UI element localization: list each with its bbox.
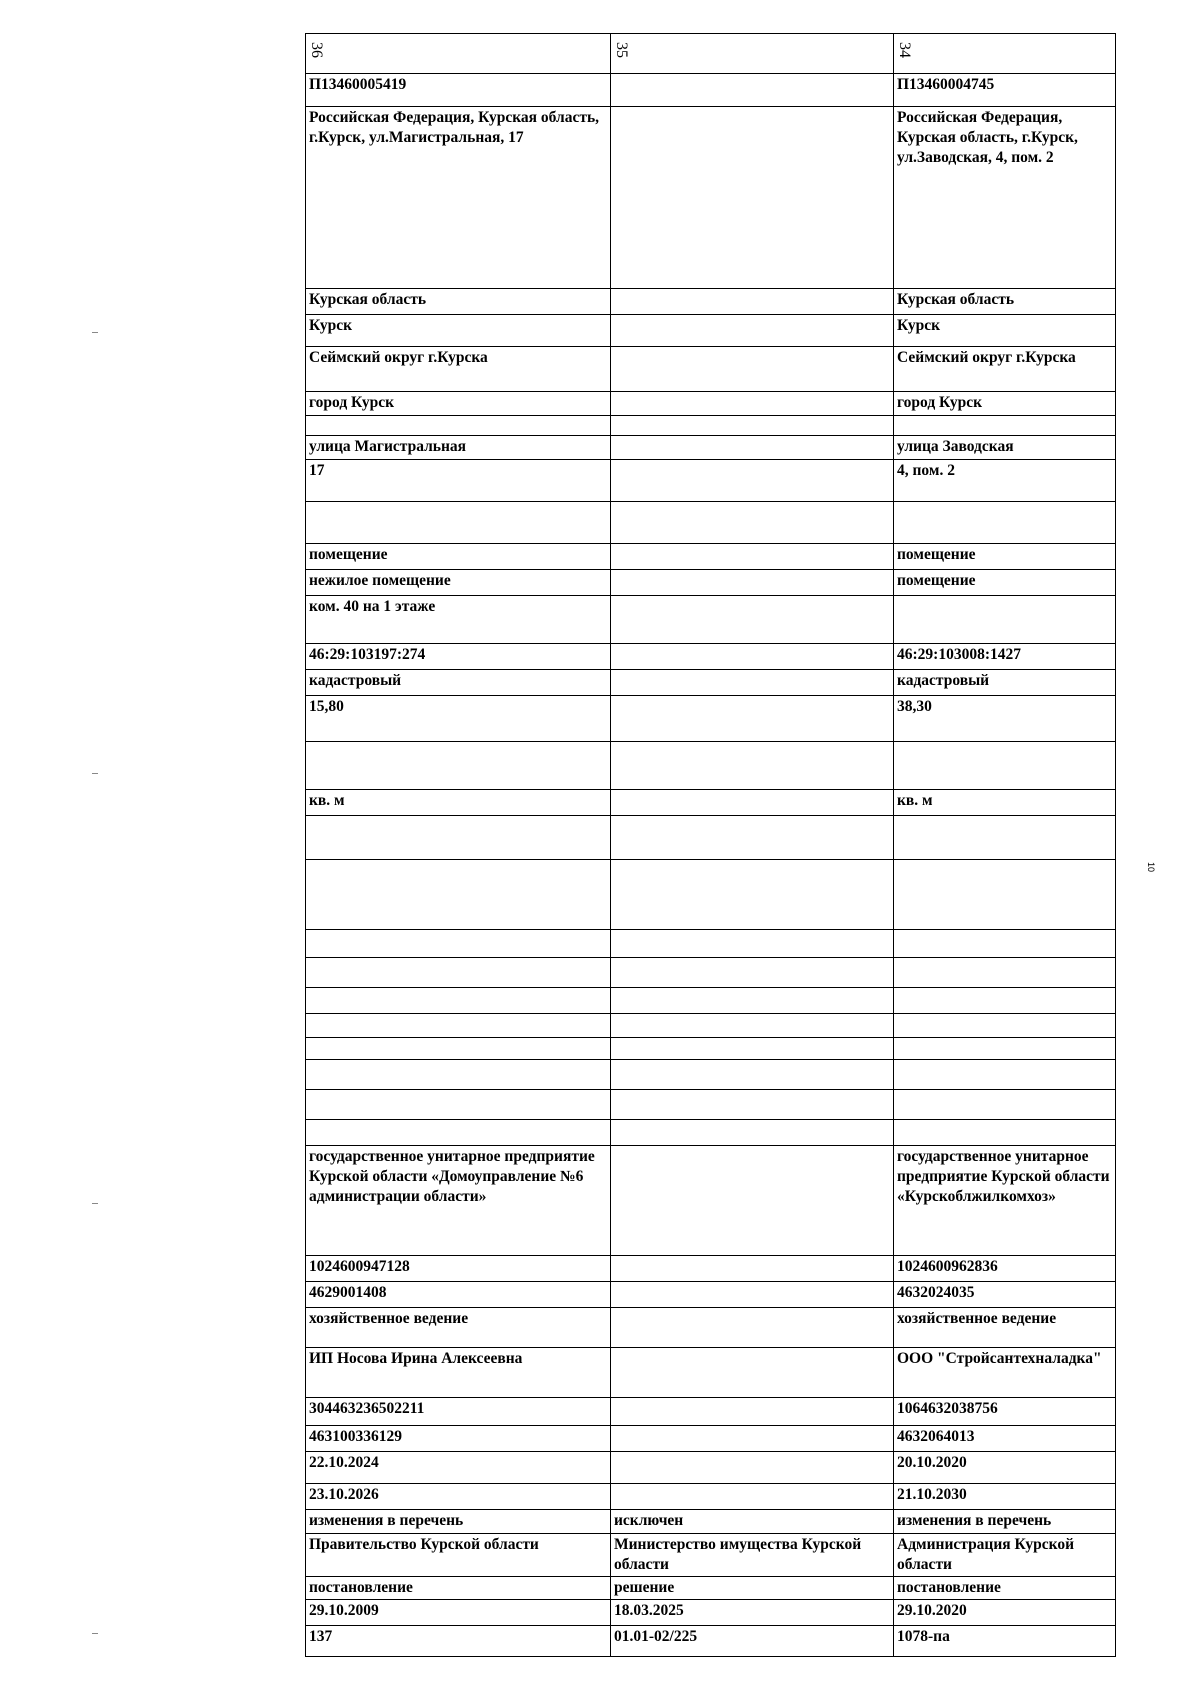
table-cell — [611, 1398, 894, 1426]
table-cell — [611, 596, 894, 644]
table-row — [306, 392, 1116, 416]
table-cell: изменения в перечень — [894, 1510, 1116, 1534]
table-row — [306, 1626, 1116, 1657]
table-cell — [306, 1038, 611, 1060]
table-cell: улица Заводская — [894, 436, 1116, 460]
table-cell — [894, 1014, 1116, 1038]
table-row — [306, 1577, 1116, 1600]
table-cell: Курская область — [306, 289, 611, 315]
table-cell: 137 — [306, 1626, 611, 1657]
table-row — [306, 1308, 1116, 1348]
table-cell — [306, 816, 611, 860]
table-cell: ООО "Стройсантехналадка" — [894, 1348, 1116, 1398]
table-cell: П13460005419 — [306, 74, 611, 107]
table-cell: исключен — [611, 1510, 894, 1534]
table-row — [306, 1256, 1116, 1282]
table-row — [306, 74, 1116, 107]
table-cell — [894, 742, 1116, 790]
margin-tick — [92, 332, 98, 333]
table-cell: Министерство имущества Курской области — [611, 1534, 894, 1577]
table-cell: Сеймский округ г.Курска — [894, 347, 1116, 392]
table-row — [306, 1398, 1116, 1426]
table-cell: постановление — [894, 1577, 1116, 1600]
table-cell — [306, 1120, 611, 1146]
table-cell: Российская Федерация, Курская область, г.Курск, ул.Магистральная, 17 — [306, 107, 611, 289]
table-cell — [611, 1256, 894, 1282]
table-cell — [306, 1014, 611, 1038]
table-cell — [611, 436, 894, 460]
table-cell — [894, 1090, 1116, 1120]
table-row — [306, 816, 1116, 860]
table-cell — [611, 1452, 894, 1484]
table-row — [306, 644, 1116, 670]
table-cell — [611, 696, 894, 742]
table-cell: государственное унитарное предприятие Курской области «Курскоблжилкомхоз» — [894, 1146, 1116, 1256]
column-number-cell — [611, 34, 894, 74]
table-row — [306, 1038, 1116, 1060]
table-cell — [611, 670, 894, 696]
table-row — [306, 670, 1116, 696]
table-cell: помещение — [894, 544, 1116, 570]
table-row — [306, 1348, 1116, 1398]
table-cell — [611, 1060, 894, 1090]
table-row — [306, 1014, 1116, 1038]
table-cell — [611, 1120, 894, 1146]
table-cell — [611, 107, 894, 289]
table-cell: 38,30 — [894, 696, 1116, 742]
table-cell: город Курск — [306, 392, 611, 416]
table-cell — [894, 416, 1116, 436]
table-cell: 21.10.2030 — [894, 1484, 1116, 1510]
table-cell — [306, 930, 611, 958]
table-cell — [894, 502, 1116, 544]
table-cell: 23.10.2026 — [306, 1484, 611, 1510]
margin-tick — [92, 773, 98, 774]
table-row — [306, 930, 1116, 958]
table-cell: ком. 40 на 1 этаже — [306, 596, 611, 644]
table-cell — [894, 816, 1116, 860]
table-cell — [306, 958, 611, 988]
table-cell — [611, 1282, 894, 1308]
table-cell — [894, 958, 1116, 988]
table-cell — [894, 860, 1116, 930]
table-cell: Курск — [306, 315, 611, 347]
table-cell: 1064632038756 — [894, 1398, 1116, 1426]
table-cell: постановление — [306, 1577, 611, 1600]
table-cell: помещение — [306, 544, 611, 570]
table-cell: изменения в перечень — [306, 1510, 611, 1534]
table-cell: 4632064013 — [894, 1426, 1116, 1452]
table-cell — [611, 1038, 894, 1060]
table-cell: Российская Федерация, Курская область, г.Курск, ул.Заводская, 4, пом. 2 — [894, 107, 1116, 289]
table-row — [306, 1510, 1116, 1534]
table-cell: Курская область — [894, 289, 1116, 315]
column-number: 35 — [613, 42, 630, 58]
table-cell: 01.01-02/225 — [611, 1626, 894, 1657]
margin-tick — [92, 1203, 98, 1204]
table-cell — [306, 416, 611, 436]
table-cell: 15,80 — [306, 696, 611, 742]
table-cell — [611, 416, 894, 436]
table-cell — [611, 460, 894, 502]
table-cell: 46:29:103008:1427 — [894, 644, 1116, 670]
table-cell: 1078-па — [894, 1626, 1116, 1657]
table-cell — [611, 1426, 894, 1452]
table-cell — [611, 1484, 894, 1510]
table-cell: хозяйственное ведение — [306, 1308, 611, 1348]
table-cell: кадастровый — [894, 670, 1116, 696]
table-cell: 20.10.2020 — [894, 1452, 1116, 1484]
table-cell: Курск — [894, 315, 1116, 347]
table-cell: 29.10.2020 — [894, 1600, 1116, 1626]
table-cell — [611, 1146, 894, 1256]
table-cell — [611, 742, 894, 790]
table-row — [306, 1534, 1116, 1577]
table-cell — [306, 502, 611, 544]
table-cell: 22.10.2024 — [306, 1452, 611, 1484]
table-cell: Сеймский округ г.Курска — [306, 347, 611, 392]
table-cell: 4, пом. 2 — [894, 460, 1116, 502]
table-cell: кадастровый — [306, 670, 611, 696]
table-cell: 29.10.2009 — [306, 1600, 611, 1626]
column-number-cell — [894, 34, 1116, 74]
table-cell: 304463236502211 — [306, 1398, 611, 1426]
table-cell — [611, 1090, 894, 1120]
table-row — [306, 107, 1116, 289]
table-cell: решение — [611, 1577, 894, 1600]
table-cell — [611, 816, 894, 860]
table-cell — [611, 1308, 894, 1348]
column-number: 36 — [308, 42, 325, 58]
table-cell — [611, 958, 894, 988]
page-number: 10 — [1146, 861, 1157, 873]
table-cell: нежилое помещение — [306, 570, 611, 596]
table-cell — [611, 930, 894, 958]
table-row — [306, 988, 1116, 1014]
table-cell: государственное унитарное предприятие Курской области «Домоуправление №6 администрации области» — [306, 1146, 611, 1256]
table-row — [306, 596, 1116, 644]
table-row — [306, 1426, 1116, 1452]
table-cell — [306, 1060, 611, 1090]
table-cell: Администрация Курской области — [894, 1534, 1116, 1577]
table-cell — [306, 988, 611, 1014]
table-row — [306, 696, 1116, 742]
table-cell — [306, 1090, 611, 1120]
table-cell — [894, 1120, 1116, 1146]
table-cell — [611, 570, 894, 596]
table-cell — [306, 742, 611, 790]
table-row — [306, 742, 1116, 790]
table-cell: город Курск — [894, 392, 1116, 416]
table-cell: 1024600947128 — [306, 1256, 611, 1282]
table-cell: 18.03.2025 — [611, 1600, 894, 1626]
table-row — [306, 1146, 1116, 1256]
table-row — [306, 570, 1116, 596]
table-row — [306, 1282, 1116, 1308]
table-row — [306, 460, 1116, 502]
table-cell — [611, 644, 894, 670]
column-number-row — [306, 34, 1116, 74]
table-row — [306, 1090, 1116, 1120]
margin-tick — [92, 1633, 98, 1634]
table-cell — [611, 289, 894, 315]
table-cell: хозяйственное ведение — [894, 1308, 1116, 1348]
table-row — [306, 1484, 1116, 1510]
table-row — [306, 289, 1116, 315]
table-cell — [611, 860, 894, 930]
table-row — [306, 544, 1116, 570]
table-cell: 1024600962836 — [894, 1256, 1116, 1282]
table-cell — [894, 596, 1116, 644]
table-cell: П13460004745 — [894, 74, 1116, 107]
table-cell — [611, 1014, 894, 1038]
table-cell: ИП Носова Ирина Алексеевна — [306, 1348, 611, 1398]
table-row — [306, 1452, 1116, 1484]
table-cell: 463100336129 — [306, 1426, 611, 1452]
table-cell — [894, 1060, 1116, 1090]
table-cell — [894, 930, 1116, 958]
table-cell: 17 — [306, 460, 611, 502]
table-cell: помещение — [894, 570, 1116, 596]
registry-table — [305, 33, 1116, 1657]
table-cell — [306, 860, 611, 930]
table-cell — [611, 392, 894, 416]
table-cell — [894, 988, 1116, 1014]
table-row — [306, 436, 1116, 460]
table-cell — [894, 1038, 1116, 1060]
table-cell — [611, 347, 894, 392]
table-cell: 4629001408 — [306, 1282, 611, 1308]
table-row — [306, 1060, 1116, 1090]
table-row — [306, 416, 1116, 436]
table-row — [306, 347, 1116, 392]
table-row — [306, 958, 1116, 988]
table-cell: Правительство Курской области — [306, 1534, 611, 1577]
table-row — [306, 315, 1116, 347]
table-cell: кв. м — [894, 790, 1116, 816]
table-row — [306, 1600, 1116, 1626]
table-cell — [611, 315, 894, 347]
table-row — [306, 860, 1116, 930]
column-number-cell — [306, 34, 611, 74]
table-cell: улица Магистральная — [306, 436, 611, 460]
table-cell — [611, 988, 894, 1014]
table-cell: 46:29:103197:274 — [306, 644, 611, 670]
table-row — [306, 790, 1116, 816]
table-row — [306, 1120, 1116, 1146]
table-cell — [611, 1348, 894, 1398]
table-cell: кв. м — [306, 790, 611, 816]
table-row — [306, 502, 1116, 544]
column-number: 34 — [896, 42, 913, 58]
table-cell — [611, 790, 894, 816]
table-cell — [611, 74, 894, 107]
table-cell — [611, 544, 894, 570]
table-cell: 4632024035 — [894, 1282, 1116, 1308]
table-cell — [611, 502, 894, 544]
